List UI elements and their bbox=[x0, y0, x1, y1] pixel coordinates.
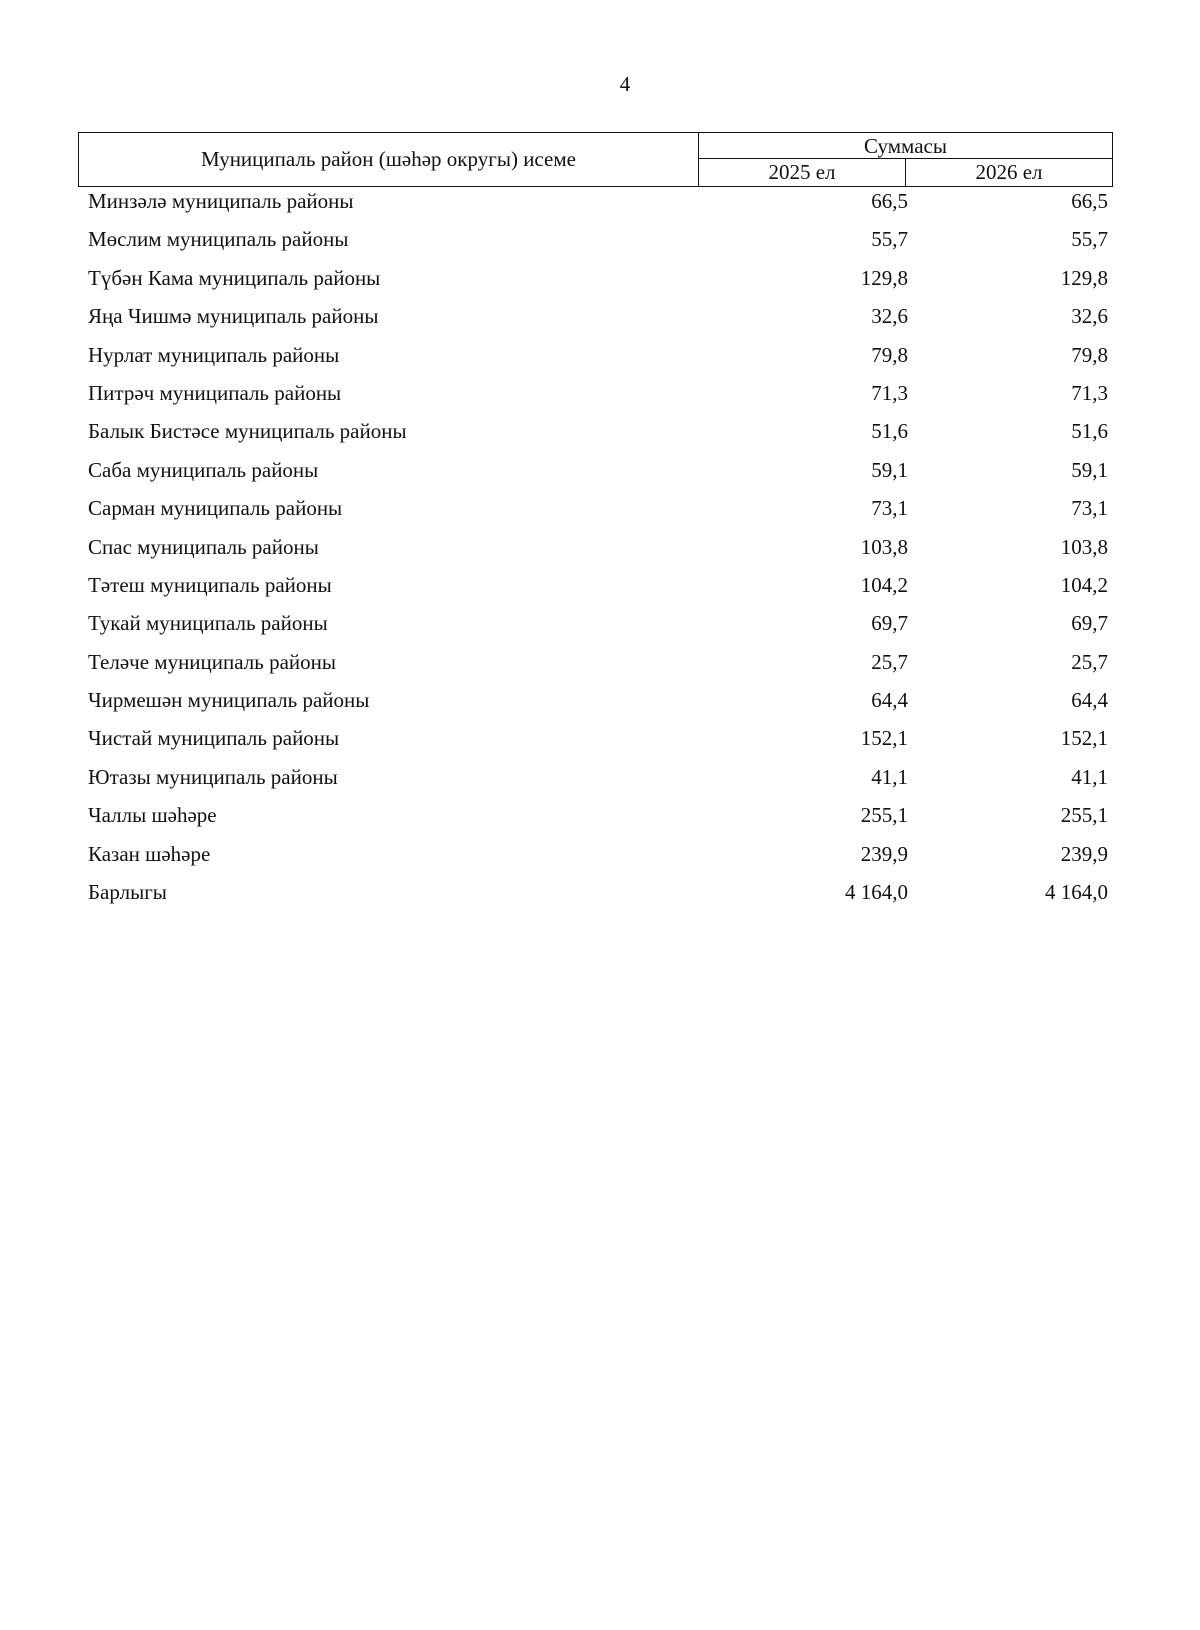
years-header-row bbox=[699, 159, 1112, 186]
table-row bbox=[88, 802, 1108, 840]
row-value-2026: 255,1 bbox=[1060, 803, 1108, 828]
table-row bbox=[88, 226, 1108, 264]
row-value-2026: 104,2 bbox=[1060, 572, 1108, 597]
table-header bbox=[78, 132, 1113, 187]
row-value-2026: 59,1 bbox=[1071, 457, 1108, 482]
sums-title: Суммасы bbox=[699, 133, 1112, 159]
row-name: Балык Бистәсе муниципаль районы bbox=[88, 419, 407, 444]
table-row bbox=[88, 841, 1108, 879]
table-row bbox=[88, 572, 1108, 610]
table-row bbox=[88, 879, 1108, 917]
row-value-2025: 129,8 bbox=[860, 265, 908, 290]
row-value-2025: 55,7 bbox=[871, 227, 908, 252]
row-name: Түбән Кама муниципаль районы bbox=[88, 265, 381, 290]
name-column-header: Муниципаль район (шәһәр округы) исеме bbox=[79, 133, 699, 186]
row-name: Спас муниципаль районы bbox=[88, 534, 319, 559]
row-value-2025: 41,1 bbox=[871, 764, 908, 789]
row-value-2025: 103,8 bbox=[860, 534, 908, 559]
table-row bbox=[88, 495, 1108, 533]
row-value-2026: 152,1 bbox=[1060, 726, 1108, 751]
row-value-2026: 51,6 bbox=[1071, 419, 1108, 444]
table-row bbox=[88, 649, 1108, 687]
row-value-2026: 25,7 bbox=[1071, 649, 1108, 674]
row-name: Тәтеш муниципаль районы bbox=[88, 572, 332, 597]
row-value-2025: 59,1 bbox=[871, 457, 908, 482]
row-name: Саба муниципаль районы bbox=[88, 457, 319, 482]
row-name: Барлыгы bbox=[88, 880, 167, 905]
row-value-2025: 73,1 bbox=[871, 496, 908, 521]
row-value-2025: 69,7 bbox=[871, 611, 908, 636]
table-row bbox=[88, 380, 1108, 418]
row-value-2025: 66,5 bbox=[871, 189, 908, 213]
row-value-2026: 69,7 bbox=[1071, 611, 1108, 636]
row-value-2025: 71,3 bbox=[871, 380, 908, 405]
row-value-2025: 25,7 bbox=[871, 649, 908, 674]
row-value-2026: 55,7 bbox=[1071, 227, 1108, 252]
row-name: Ютазы муниципаль районы bbox=[88, 764, 338, 789]
table-row bbox=[88, 457, 1108, 495]
row-name: Теләче муниципаль районы bbox=[88, 649, 336, 674]
table-row bbox=[88, 342, 1108, 380]
row-name: Яңа Чишмә муниципаль районы bbox=[88, 304, 379, 329]
table-row bbox=[88, 188, 1108, 226]
row-name: Питрәч муниципаль районы bbox=[88, 380, 342, 405]
row-name: Чистай муниципаль районы bbox=[88, 726, 340, 751]
table-row bbox=[88, 303, 1108, 341]
row-value-2026: 79,8 bbox=[1071, 342, 1108, 367]
row-name: Тукай муниципаль районы bbox=[88, 611, 328, 636]
page-number: 4 bbox=[619, 72, 631, 96]
row-name: Казан шәһәре bbox=[88, 841, 211, 866]
table-row bbox=[88, 725, 1108, 763]
row-value-2026: 4 164,0 bbox=[1045, 880, 1108, 905]
row-value-2026: 103,8 bbox=[1060, 534, 1108, 559]
row-value-2026: 239,9 bbox=[1060, 841, 1108, 866]
row-name: Мөслим муниципаль районы bbox=[88, 227, 349, 252]
row-value-2025: 4 164,0 bbox=[845, 880, 908, 905]
row-value-2025: 79,8 bbox=[871, 342, 908, 367]
row-value-2026: 41,1 bbox=[1071, 764, 1108, 789]
table-body bbox=[88, 188, 1108, 917]
row-value-2025: 32,6 bbox=[871, 304, 908, 329]
row-name: Чаллы шәһәре bbox=[88, 803, 217, 828]
row-name: Чирмешән муниципаль районы bbox=[88, 688, 370, 713]
row-value-2026: 73,1 bbox=[1071, 496, 1108, 521]
table-row bbox=[88, 764, 1108, 802]
row-value-2025: 51,6 bbox=[871, 419, 908, 444]
row-value-2025: 255,1 bbox=[860, 803, 908, 828]
table-row bbox=[88, 265, 1108, 303]
year-2026-header: 2026 ел bbox=[975, 160, 1043, 184]
table-row bbox=[88, 687, 1108, 725]
row-value-2025: 104,2 bbox=[860, 572, 908, 597]
row-value-2026: 64,4 bbox=[1071, 688, 1108, 713]
row-value-2025: 64,4 bbox=[871, 688, 908, 713]
table-row bbox=[88, 610, 1108, 648]
table-row bbox=[88, 418, 1108, 456]
row-value-2026: 129,8 bbox=[1060, 265, 1108, 290]
row-value-2026: 32,6 bbox=[1071, 304, 1108, 329]
row-name: Сарман муниципаль районы bbox=[88, 496, 343, 521]
row-value-2026: 71,3 bbox=[1071, 380, 1108, 405]
row-name: Нурлат муниципаль районы bbox=[88, 342, 340, 367]
row-value-2026: 66,5 bbox=[1071, 189, 1108, 213]
row-value-2025: 152,1 bbox=[860, 726, 908, 751]
table-row bbox=[88, 534, 1108, 572]
sums-column-header bbox=[699, 133, 1112, 186]
row-value-2025: 239,9 bbox=[860, 841, 908, 866]
year-2025-header: 2025 ел bbox=[699, 159, 906, 186]
row-name: Минзәлә муниципаль районы bbox=[88, 189, 354, 213]
